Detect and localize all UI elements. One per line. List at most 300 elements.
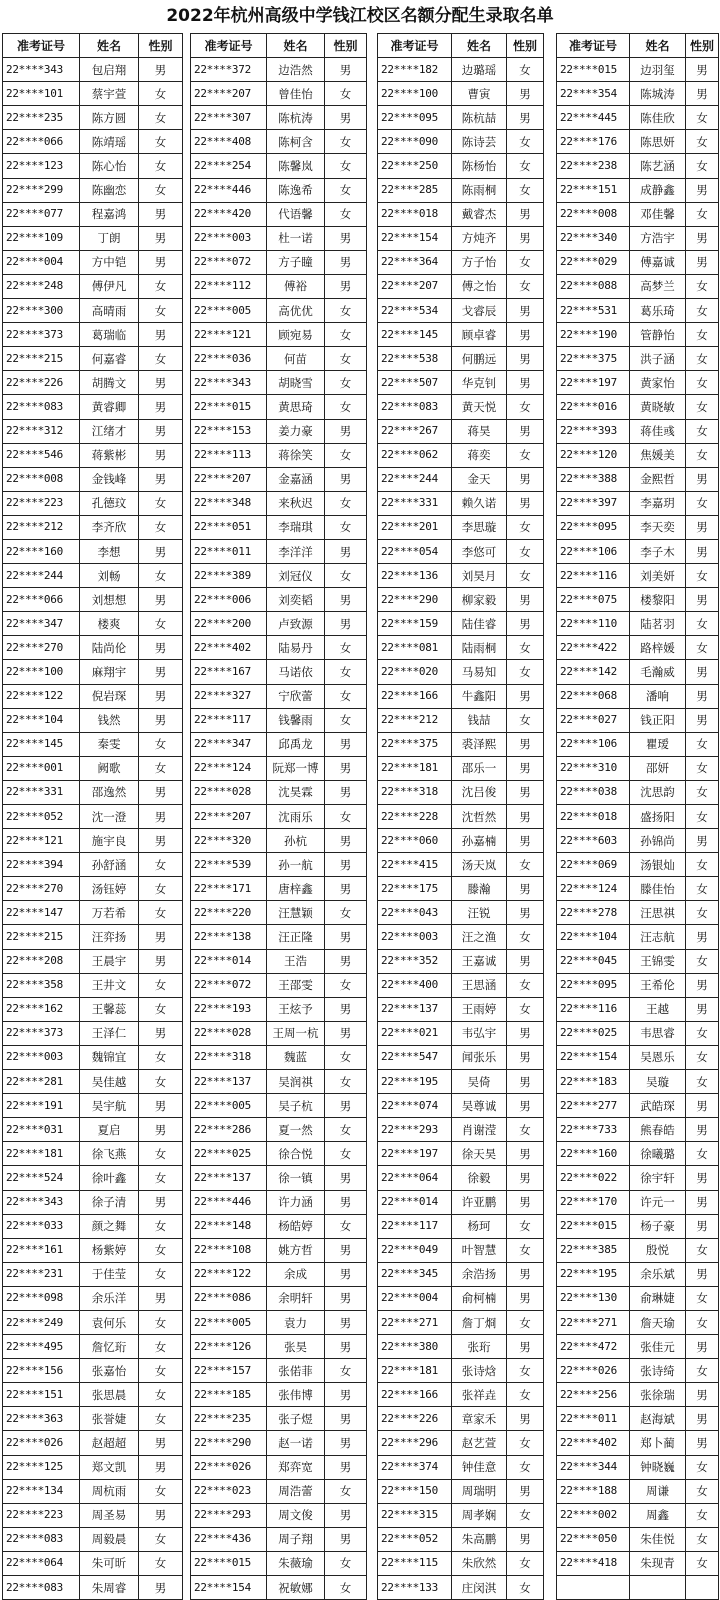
cell-name: 李悠可 [452, 539, 507, 563]
cell-exam-id: 22****312 [3, 419, 80, 443]
cell-exam-id: 22****051 [191, 515, 267, 539]
table-row [557, 1094, 719, 1118]
table-row [3, 1383, 183, 1407]
table-row [3, 1262, 183, 1286]
table-row [378, 467, 544, 491]
cell-gender: 女 [507, 1238, 544, 1262]
cell-name: 郑弈宽 [267, 1455, 325, 1479]
cell-name: 吴润祺 [267, 1070, 325, 1094]
table-row [378, 1479, 544, 1503]
cell-exam-id: 22****445 [557, 106, 630, 130]
cell-name: 滕瀚 [452, 877, 507, 901]
cell-name: 瞿瑷 [630, 732, 686, 756]
cell-gender: 男 [325, 1310, 367, 1334]
cell-exam-id: 22****106 [557, 539, 630, 563]
cell-name: 张昊 [267, 1335, 325, 1359]
table-row [378, 564, 544, 588]
cell-gender: 女 [139, 1335, 183, 1359]
table-row [378, 154, 544, 178]
cell-exam-id: 22****170 [557, 1190, 630, 1214]
table-row [557, 1310, 719, 1334]
table-row [378, 1214, 544, 1238]
table-row [191, 829, 367, 853]
cell-name: 徐宇轩 [630, 1166, 686, 1190]
cell-exam-id: 22****011 [557, 1407, 630, 1431]
table-row [557, 1190, 719, 1214]
cell-name: 余乐洋 [80, 1286, 139, 1310]
cell-name: 王邵雯 [267, 973, 325, 997]
cell-gender: 男 [139, 1455, 183, 1479]
cell-exam-id: 22****026 [3, 1431, 80, 1455]
cell-gender: 男 [507, 1286, 544, 1310]
cell-name: 钟佳意 [452, 1455, 507, 1479]
cell-exam-id: 22****472 [557, 1335, 630, 1359]
cell-name: 俞琳婕 [630, 1286, 686, 1310]
cell-name: 滕佳怡 [630, 877, 686, 901]
cell-name: 陆雨桐 [452, 636, 507, 660]
cell-gender: 女 [139, 973, 183, 997]
cell-gender: 男 [139, 226, 183, 250]
table-row [3, 732, 183, 756]
cell-gender: 女 [686, 1045, 719, 1069]
cell-gender: 女 [507, 274, 544, 298]
cell-name: 马诺依 [267, 660, 325, 684]
table-row [191, 1455, 367, 1479]
cell-gender: 女 [507, 154, 544, 178]
table-row [378, 1045, 544, 1069]
cell-exam-id: 22****108 [191, 1238, 267, 1262]
admission-table-1 [2, 33, 183, 1600]
cell-name: 孔德玟 [80, 491, 139, 515]
cell-gender: 男 [686, 1262, 719, 1286]
cell-name: 焦媛美 [630, 443, 686, 467]
cell-exam-id: 22****015 [557, 1214, 630, 1238]
cell-exam-id: 22****015 [557, 58, 630, 82]
cell-gender: 女 [686, 612, 719, 636]
table-row [378, 250, 544, 274]
table-row [378, 660, 544, 684]
cell-name: 张佳元 [630, 1335, 686, 1359]
table-row [3, 250, 183, 274]
cell-exam-id: 22****290 [378, 588, 452, 612]
cell-name: 麻翔宇 [80, 660, 139, 684]
cell-gender: 男 [139, 1503, 183, 1527]
cell-exam-id: 22****106 [557, 732, 630, 756]
cell-exam-id: 22****137 [191, 1070, 267, 1094]
cell-exam-id: 22****375 [557, 347, 630, 371]
cell-exam-id: 22****116 [557, 997, 630, 1021]
table-row [191, 1214, 367, 1238]
table-row [3, 1286, 183, 1310]
cell-gender: 女 [686, 274, 719, 298]
table-row [3, 274, 183, 298]
cell-gender: 男 [686, 925, 719, 949]
cell-name: 方炖齐 [452, 226, 507, 250]
cell-exam-id: 22****145 [3, 732, 80, 756]
cell-name: 朱周睿 [80, 1576, 139, 1600]
cell-exam-id: 22****104 [3, 708, 80, 732]
cell-gender: 女 [686, 1359, 719, 1383]
cell-gender: 男 [325, 853, 367, 877]
cell-name: 张思晨 [80, 1383, 139, 1407]
cell-gender: 女 [507, 1383, 544, 1407]
header-exam-id: 准考证号 [3, 34, 80, 58]
cell-exam-id: 22****136 [378, 564, 452, 588]
cell-gender: 男 [325, 1166, 367, 1190]
cell-gender: 男 [139, 539, 183, 563]
cell-name: 黄家怡 [630, 371, 686, 395]
cell-name: 高梦兰 [630, 274, 686, 298]
cell-gender: 女 [686, 1021, 719, 1045]
table-row [378, 1551, 544, 1575]
cell-gender: 女 [139, 1479, 183, 1503]
cell-gender: 女 [507, 1310, 544, 1334]
cell-gender: 女 [325, 299, 367, 323]
cell-name: 柳家毅 [452, 588, 507, 612]
cell-gender: 女 [139, 515, 183, 539]
cell-name: 陆易丹 [267, 636, 325, 660]
cell-gender: 男 [325, 106, 367, 130]
cell-gender: 男 [507, 106, 544, 130]
cell-exam-id: 22****197 [378, 1142, 452, 1166]
cell-name: 陈杭涛 [267, 106, 325, 130]
cell-gender: 男 [139, 1118, 183, 1142]
cell-gender: 女 [139, 82, 183, 106]
table-row [557, 780, 719, 804]
table-row [191, 1479, 367, 1503]
cell-name: 王馨蕊 [80, 997, 139, 1021]
cell-exam-id: 22****248 [3, 274, 80, 298]
cell-exam-id: 22****231 [3, 1262, 80, 1286]
table-row [378, 299, 544, 323]
cell-exam-id: 22****072 [191, 250, 267, 274]
header-exam-id: 准考证号 [557, 34, 630, 58]
cell-exam-id: 22****068 [557, 684, 630, 708]
cell-name: 孙舒涵 [80, 853, 139, 877]
cell-gender: 女 [507, 853, 544, 877]
cell-name: 杨皓婷 [267, 1214, 325, 1238]
cell-gender: 女 [325, 395, 367, 419]
cell-exam-id: 22****027 [557, 708, 630, 732]
table-row [557, 1359, 719, 1383]
table-row [557, 829, 719, 853]
table-row [191, 202, 367, 226]
cell-gender: 男 [325, 1094, 367, 1118]
cell-exam-id: 22****069 [557, 853, 630, 877]
table-row [3, 491, 183, 515]
table-row [378, 1166, 544, 1190]
cell-name: 陈诗芸 [452, 130, 507, 154]
cell-exam-id: 22****098 [3, 1286, 80, 1310]
cell-name: 江绪才 [80, 419, 139, 443]
cell-exam-id: 22****373 [3, 1021, 80, 1045]
cell-name: 陈杭喆 [452, 106, 507, 130]
cell-name: 钱然 [80, 708, 139, 732]
cell-gender: 女 [686, 949, 719, 973]
cell-gender: 男 [325, 1383, 367, 1407]
cell-name: 方中铠 [80, 250, 139, 274]
cell-exam-id: 22****182 [378, 58, 452, 82]
table-row [557, 202, 719, 226]
cell-name: 王炫予 [267, 997, 325, 1021]
cell-exam-id: 22****002 [557, 1503, 630, 1527]
cell-name: 徐子清 [80, 1190, 139, 1214]
table-row [557, 1335, 719, 1359]
cell-name: 詹丁烱 [452, 1310, 507, 1334]
table-row [378, 901, 544, 925]
table-row [557, 588, 719, 612]
header-exam-id: 准考证号 [191, 34, 267, 58]
cell-name: 张伟博 [267, 1383, 325, 1407]
cell-name: 裘泽熙 [452, 732, 507, 756]
cell-gender: 女 [325, 1214, 367, 1238]
cell-gender: 女 [507, 1118, 544, 1142]
cell-exam-id: 22****208 [3, 949, 80, 973]
cell-name: 阙歌 [80, 756, 139, 780]
cell-name: 洪子涵 [630, 347, 686, 371]
cell-gender: 女 [686, 347, 719, 371]
cell-exam-id: 22****126 [191, 1335, 267, 1359]
cell-exam-id: 22****244 [378, 467, 452, 491]
table-row [378, 539, 544, 563]
cell-name: 戈睿辰 [452, 299, 507, 323]
cell-name: 金嘉涵 [267, 467, 325, 491]
cell-gender: 女 [139, 612, 183, 636]
table-row [557, 564, 719, 588]
cell-gender: 男 [139, 780, 183, 804]
cell-exam-id: 22****249 [3, 1310, 80, 1334]
cell-gender: 女 [325, 1479, 367, 1503]
cell-exam-id: 22****300 [3, 299, 80, 323]
cell-exam-id: 22****181 [378, 1359, 452, 1383]
cell-exam-id: 22****045 [557, 949, 630, 973]
cell-exam-id: 22****226 [3, 371, 80, 395]
cell-gender: 男 [325, 250, 367, 274]
cell-gender: 女 [139, 901, 183, 925]
cell-gender: 女 [686, 1527, 719, 1551]
cell-exam-id: 22****296 [378, 1431, 452, 1455]
table-row [557, 853, 719, 877]
cell-exam-id: 22****157 [191, 1359, 267, 1383]
cell-exam-id: 22****534 [378, 299, 452, 323]
cell-name: 吴尊诚 [452, 1094, 507, 1118]
table-row [557, 1142, 719, 1166]
cell-gender: 男 [139, 1286, 183, 1310]
cell-name: 赵海斌 [630, 1407, 686, 1431]
cell-exam-id: 22****393 [557, 419, 630, 443]
cell-gender: 女 [139, 1407, 183, 1431]
cell-exam-id: 22****109 [3, 226, 80, 250]
cell-exam-id: 22****345 [378, 1262, 452, 1286]
table-row [557, 925, 719, 949]
cell-gender: 男 [139, 805, 183, 829]
cell-exam-id: 22****049 [378, 1238, 452, 1262]
cell-name: 何鹏远 [452, 347, 507, 371]
cell-gender: 男 [139, 1576, 183, 1600]
cell-name: 陆佳睿 [452, 612, 507, 636]
table-row [378, 1407, 544, 1431]
cell-gender: 女 [139, 564, 183, 588]
cell-exam-id: 22****244 [3, 564, 80, 588]
cell-gender: 女 [325, 130, 367, 154]
cell-gender: 男 [686, 973, 719, 997]
cell-exam-id: 22****207 [191, 82, 267, 106]
cell-exam-id: 22****153 [191, 419, 267, 443]
cell-gender: 女 [686, 564, 719, 588]
cell-name: 魏蓝 [267, 1045, 325, 1069]
cell-exam-id: 22****112 [191, 274, 267, 298]
table-row [378, 1383, 544, 1407]
table-row [191, 491, 367, 515]
cell-gender: 女 [325, 1070, 367, 1094]
cell-exam-id: 22****117 [378, 1214, 452, 1238]
table-row [3, 443, 183, 467]
cell-gender: 女 [507, 660, 544, 684]
table-row [378, 274, 544, 298]
cell-gender: 男 [325, 588, 367, 612]
cell-exam-id: 22****142 [557, 660, 630, 684]
cell-name: 周鑫 [630, 1503, 686, 1527]
cell-gender: 男 [325, 419, 367, 443]
cell-gender: 男 [325, 925, 367, 949]
cell-name: 邵逸然 [80, 780, 139, 804]
cell-exam-id: 22****394 [3, 853, 80, 877]
table-header-row [378, 34, 544, 58]
cell-exam-id: 22****137 [191, 1166, 267, 1190]
table-row [557, 1383, 719, 1407]
cell-gender: 女 [325, 805, 367, 829]
table-row [3, 1070, 183, 1094]
cell-gender: 女 [325, 82, 367, 106]
cell-name: 牛鑫阳 [452, 684, 507, 708]
cell-gender: 男 [507, 299, 544, 323]
cell-gender: 女 [139, 853, 183, 877]
cell-exam-id: 22****389 [191, 564, 267, 588]
table-row [378, 515, 544, 539]
cell-exam-id: 22****014 [191, 949, 267, 973]
cell-gender: 男 [325, 274, 367, 298]
cell-name: 夏启 [80, 1118, 139, 1142]
cell-name: 许元一 [630, 1190, 686, 1214]
table-header-row [191, 34, 367, 58]
table-row [557, 274, 719, 298]
table-row [557, 636, 719, 660]
cell-gender: 男 [507, 805, 544, 829]
table-row [378, 1431, 544, 1455]
cell-gender: 女 [139, 178, 183, 202]
cell-exam-id: 22****137 [378, 997, 452, 1021]
cell-exam-id: 22****029 [557, 250, 630, 274]
cell-exam-id: 22****175 [378, 877, 452, 901]
cell-gender: 男 [325, 467, 367, 491]
cell-name: 俞柯楠 [452, 1286, 507, 1310]
cell-exam-id: 22****347 [3, 612, 80, 636]
cell-exam-id: 22****014 [378, 1190, 452, 1214]
cell-exam-id: 22****185 [191, 1383, 267, 1407]
cell-gender: 男 [686, 515, 719, 539]
cell-exam-id: 22****372 [191, 58, 267, 82]
cell-gender: 女 [507, 1576, 544, 1600]
header-exam-id: 准考证号 [378, 34, 452, 58]
cell-gender: 男 [686, 829, 719, 853]
cell-exam-id: 22****116 [557, 564, 630, 588]
table-row [3, 130, 183, 154]
cell-name: 杜一诺 [267, 226, 325, 250]
cell-exam-id: 22****028 [191, 780, 267, 804]
cell-name: 傅之怡 [452, 274, 507, 298]
cell-gender: 男 [139, 1431, 183, 1455]
cell-exam-id: 22****538 [378, 347, 452, 371]
table-row [3, 684, 183, 708]
cell-gender: 男 [686, 1118, 719, 1142]
table-row [378, 1503, 544, 1527]
table-row [378, 1576, 544, 1600]
table-row [3, 1359, 183, 1383]
cell-gender: 男 [507, 949, 544, 973]
cell-name: 赵艺萱 [452, 1431, 507, 1455]
cell-name: 陆茗羽 [630, 612, 686, 636]
cell-exam-id: 22****121 [191, 323, 267, 347]
cell-exam-id: 22****083 [3, 395, 80, 419]
cell-name: 沈一澄 [80, 805, 139, 829]
cell-gender: 男 [325, 1455, 367, 1479]
cell-name: 金天 [452, 467, 507, 491]
cell-name: 陈杨怡 [452, 154, 507, 178]
cell-gender: 女 [686, 877, 719, 901]
cell-name: 钱馨雨 [267, 708, 325, 732]
cell-name: 蒋徐笑 [267, 443, 325, 467]
cell-exam-id: 22****181 [378, 756, 452, 780]
table-row [191, 1527, 367, 1551]
table-row [378, 106, 544, 130]
table-row [3, 564, 183, 588]
table-row [191, 1431, 367, 1455]
cell-exam-id: 22****344 [557, 1455, 630, 1479]
cell-exam-id: 22****215 [3, 925, 80, 949]
cell-exam-id: 22****167 [191, 660, 267, 684]
cell-name: 孙杭 [267, 829, 325, 853]
cell-exam-id: 22****307 [191, 106, 267, 130]
cell-exam-id: 22****095 [557, 973, 630, 997]
cell-exam-id: 22****161 [3, 1238, 80, 1262]
table-row [191, 1094, 367, 1118]
cell-name: 华克钊 [452, 371, 507, 395]
cell-name: 朱高鹏 [452, 1527, 507, 1551]
cell-name: 蔡宇萱 [80, 82, 139, 106]
table-row [3, 347, 183, 371]
cell-name: 叶智慧 [452, 1238, 507, 1262]
cell-name: 詹天瑜 [630, 1310, 686, 1334]
cell-gender: 女 [139, 347, 183, 371]
cell-exam-id: 22****188 [557, 1479, 630, 1503]
table-row [557, 612, 719, 636]
table-row [557, 515, 719, 539]
table-row [3, 1214, 183, 1238]
cell-gender: 男 [325, 949, 367, 973]
table-row [557, 467, 719, 491]
cell-gender: 男 [507, 323, 544, 347]
cell-gender: 女 [507, 1214, 544, 1238]
cell-gender: 男 [139, 323, 183, 347]
cell-gender: 女 [507, 443, 544, 467]
cell-name: 张子煜 [267, 1407, 325, 1431]
cell-exam-id: 22****011 [191, 539, 267, 563]
table-row [191, 274, 367, 298]
table-row [191, 1407, 367, 1431]
table-row [3, 901, 183, 925]
cell-name: 姚方哲 [267, 1238, 325, 1262]
cell-exam-id: 22****195 [557, 1262, 630, 1286]
